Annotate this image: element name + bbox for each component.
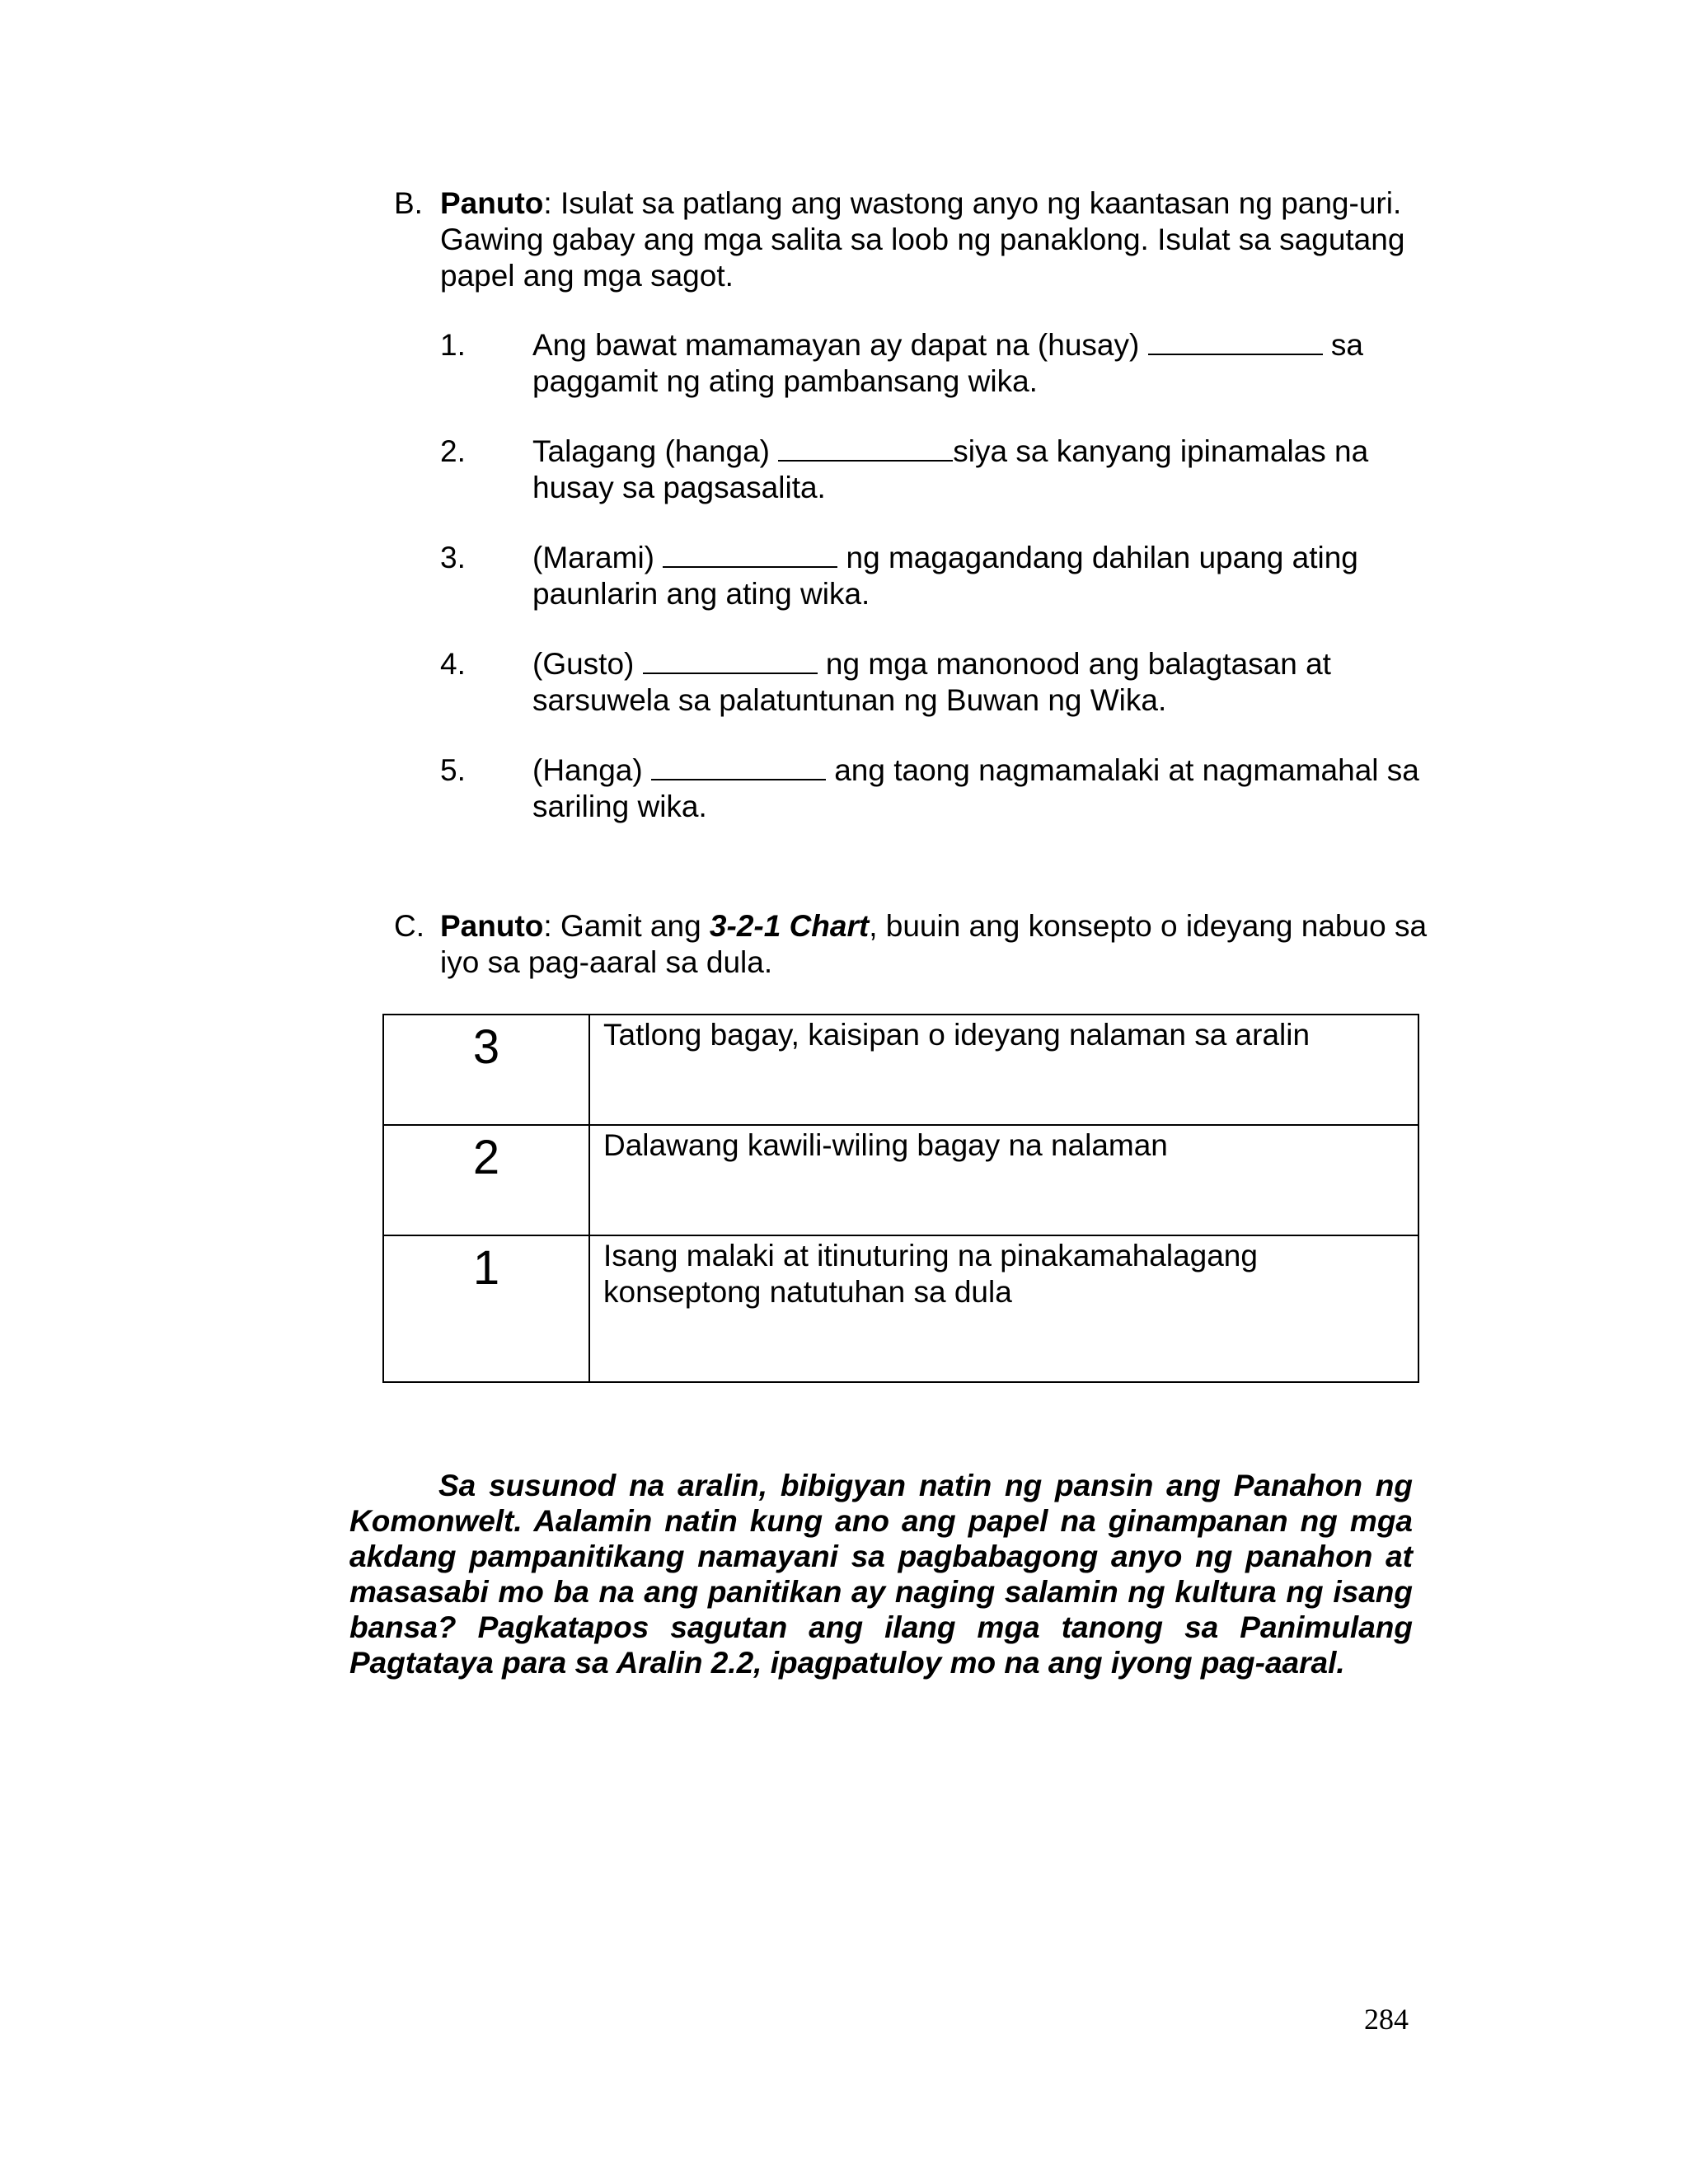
answer-blank[interactable] <box>651 754 826 780</box>
section-b-directions <box>394 185 1432 294</box>
chart-description[interactable]: Isang malaki at itinuturing na pinakamahalagang konseptong natutuhan sa dula <box>589 1235 1418 1382</box>
item-text-after: ng magagandang dahilan upang ating paunlarin ang ating wika. <box>532 541 1358 611</box>
chart-description[interactable]: Dalawang kawili-wiling bagay na nalaman <box>589 1125 1418 1235</box>
item-number: 5. <box>440 753 466 787</box>
item-text-after: siya sa kanyang ipinamalas na husay sa pagsasalita. <box>532 434 1369 504</box>
chart-name: 3-2-1 Chart <box>709 909 870 943</box>
item-text-after: ng mga manonood ang balagtasan at sarsuwela sa palatuntunan ng Buwan ng Wika. <box>532 647 1331 717</box>
answer-blank[interactable] <box>643 648 818 674</box>
section-b <box>394 185 1432 859</box>
exercise-item-5 <box>394 752 1432 825</box>
exercise-item-3 <box>394 540 1432 612</box>
section-c-directions <box>394 908 1432 981</box>
item-text-before: Talagang (hanga) <box>532 434 779 468</box>
answer-blank[interactable] <box>1148 329 1323 355</box>
section-b-label: Panuto <box>440 186 544 220</box>
closing-paragraph: Sa susunod na aralin, bibigyan natin ng pansin ang Panahon ng Komonwelt. Aalamin natin kung ano ang papel na ginampanan ng mga akdang pampanitikang namayani sa pagbabagong anyo ng panahon at masasabi mo ba na ang panitikan ay naging salamin ng kultura ng isang bansa? Pagkatapos sagutan ang ilang mga tanong sa Panimulang Pagtataya para sa Aralin 2.2, ipagpatuloy mo na ang iyong pag-aaral. <box>349 1469 1413 1680</box>
item-text-after: ang taong nagmamalaki at nagmamahal sa sariling wika. <box>532 753 1419 823</box>
answer-blank[interactable] <box>778 435 953 462</box>
item-text-before: (Hanga) <box>532 753 651 787</box>
chart-row-2 <box>383 1125 1418 1235</box>
item-text-before: (Gusto) <box>532 647 643 681</box>
item-text-before: (Marami) <box>532 541 663 574</box>
chart-number: 1 <box>383 1235 589 1382</box>
chart-number: 3 <box>383 1015 589 1125</box>
section-c-letter: C. <box>394 909 424 943</box>
chart-row-1 <box>383 1235 1418 1382</box>
exercise-item-4 <box>394 646 1432 719</box>
item-text-before: Ang bawat mamamayan ay dapat na (husay) <box>532 328 1148 362</box>
section-b-text: : Isulat sa patlang ang wastong anyo ng kaantasan ng pang-uri. Gawing gabay ang mga salita sa loob ng panaklong. Isulat sa sagutang papel ang mga sagot. <box>440 186 1405 293</box>
item-number: 4. <box>440 647 466 681</box>
item-number: 3. <box>440 541 466 574</box>
section-c-text-after: , buuin ang konsepto o ideyang nabuo sa iyo sa pag-aaral sa dula. <box>440 909 1428 979</box>
three-two-one-chart <box>382 1014 1419 1383</box>
exercise-item-1 <box>394 327 1432 400</box>
chart-row-3 <box>383 1015 1418 1125</box>
page-number: 284 <box>1364 2003 1409 2036</box>
section-c <box>394 908 1432 981</box>
section-c-text-before: : Gamit ang <box>543 909 710 943</box>
chart-description[interactable]: Tatlong bagay, kaisipan o ideyang nalaman sa aralin <box>589 1015 1418 1125</box>
item-number: 2. <box>440 434 466 468</box>
section-c-label: Panuto <box>440 909 544 943</box>
chart-number: 2 <box>383 1125 589 1235</box>
section-b-letter: B. <box>394 186 423 220</box>
exercise-item-2 <box>394 434 1432 506</box>
exercise-list <box>394 327 1432 825</box>
answer-blank[interactable] <box>663 541 837 568</box>
item-text-after: sa paggamit ng ating pambansang wika. <box>532 328 1363 398</box>
item-number: 1. <box>440 328 466 362</box>
